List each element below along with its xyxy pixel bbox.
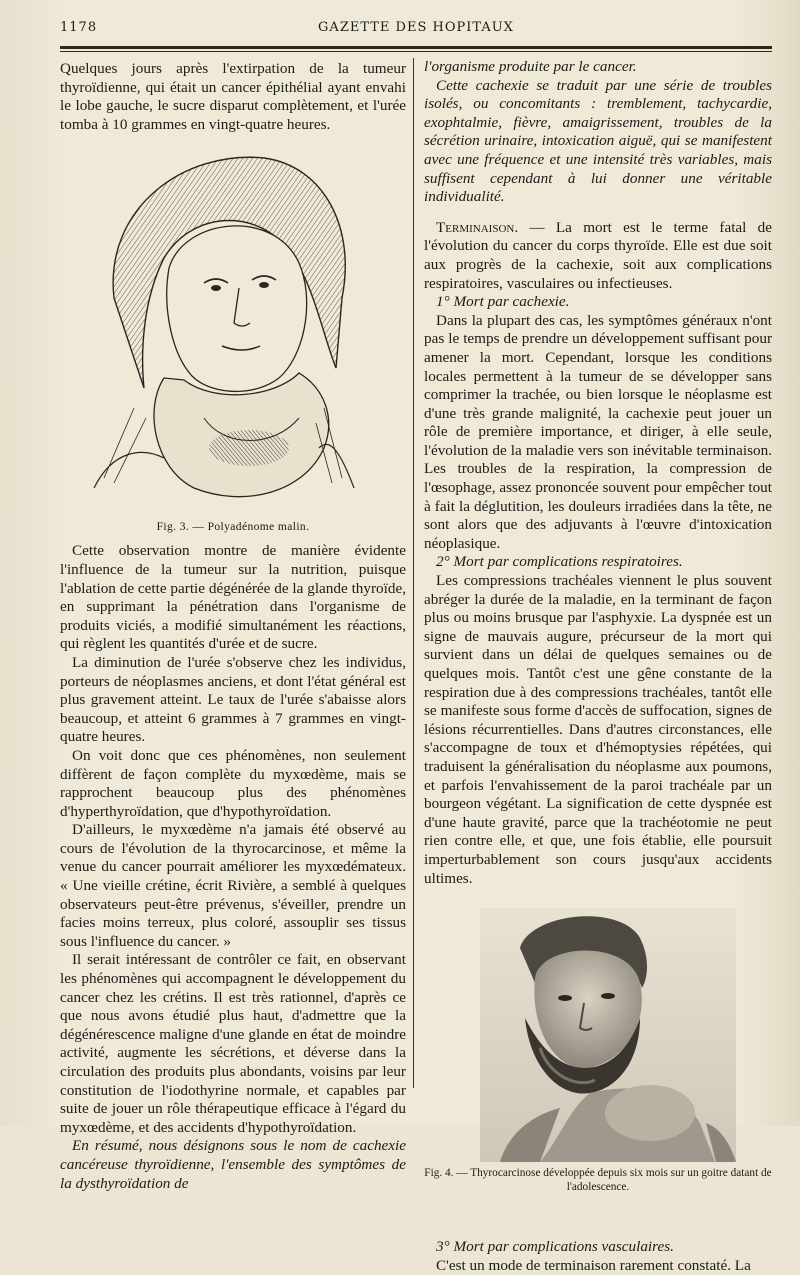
left-paragraph-7: En résumé, nous désignons sous le nom de cachexie cancéreuse thyroïdienne, l'ensemble des symptômes de la dysthyroïdation de [60, 1137, 406, 1192]
terminaison-paragraph [424, 219, 772, 293]
section-heading-2: 2° Mort par complications respiratoires. [436, 553, 683, 571]
terminaison-heading: Terminaison. [436, 218, 519, 236]
section-heading-3: 3° Mort par complications vasculaires. [436, 1238, 674, 1256]
column-divider [413, 58, 414, 1088]
figure-3 [60, 134, 406, 542]
right-paragraph-2: Cette cachexie se traduit par une série de troubles isolés, ou concomitants : tremblement, tachycardie, exophtalmie, fièvre, amaigrissement, troubles de la sécrétion urinaire, intoxication aiguë, qui se manifestent avec une fréquence et une intensité très variables, mais suffisent cependant à lui donner une véritable individualité. [424, 76, 772, 206]
left-paragraph-4: On voit donc que ces phénomènes, non seulement diffèrent de façon complète du myxœdème, mais se rapprochent beaucoup plus des phénomènes d'hyperthyroïdation, que d'hypothyroïdation. [60, 746, 406, 820]
figure-4-caption: Fig. 4. — Thyrocarcinose développée depuis six mois sur un goitre datant de l'adolescence. [424, 1167, 772, 1194]
figure-4 [424, 902, 772, 1248]
figure-3-caption: Fig. 3. — Polyadénome malin. [156, 520, 310, 533]
right-paragraph-6: C'est un mode de terminaison rarement constaté. La [436, 1256, 751, 1274]
journal-title: GAZETTE DES HOPITAUX [318, 20, 514, 35]
left-paragraph-5: D'ailleurs, le myxœdème n'a jamais été observé au cours de l'évolution de la thyrocarcinose, et même la venue du cancer pourrait améliorer les myxœdémateux. « Une vieille crétine, écrit Rivière, a semblé à quelques observateurs peut-être prévenus, s'éveiller, prendre un facies moins terreux, plus coloré, assouplir ses tissus sous l'influence du cancer. » [60, 821, 406, 950]
figure-3-engraving [74, 148, 374, 508]
left-paragraph-6: Il serait intéressant de contrôler ce fait, en observant les phénomènes qui accompagnent le développement du cancer chez les crétins. Il est très rationnel, d'après ce que nous avons étudié plus haut, d'admettre que la dégénérescence maligne d'une glande en état de moindre activité, augmente les sécrétions, et déverse dans la circulation des produits plus abondants, voisins par leur constitution de l'iodothyrine normale, et capables par suite de jouer un rôle thérapeutique efficace à l'égard du myxœdème, et des accidents d'hypothyroïdation. [60, 951, 406, 1136]
left-paragraph-1: Quelques jours après l'extirpation de la tumeur thyroïdienne, qui était un cancer épithélial ayant envahi le lobe gauche, le sucre disparut complètement, et l'urée tomba à 10 grammes en vingt-quatre heures. [60, 60, 406, 133]
right-column [424, 58, 772, 1275]
terminaison-text: — La mort est le terme fatal de l'évolution du cancer du corps thyroïde. Elle est due soit aux progrès de la cachexie, soit aux complications respiratoires, vasculaires ou infectieuses. [424, 218, 772, 292]
section-heading-1: 1° Mort par cachexie. [436, 293, 570, 311]
header-rule-thin [60, 51, 772, 52]
figure-4-photograph [480, 908, 736, 1162]
page-number: 1178 [60, 20, 98, 35]
left-paragraph-2: Cette observation montre de manière évidente l'influence de la tumeur sur la nutrition, puisque l'ablation de cette partie dégénérée de la glande thyroïde, en supprimant la pénétration dans l'organisme de produits viciés, a modifié simultanément les réactions, qui règlent les quantités d'urée et de sucre. [60, 542, 406, 653]
right-paragraph-5: Les compressions trachéales viennent le plus souvent abréger la durée de la maladie, en la terminant de façon plus ou moins brusque par l'asphyxie. La dyspnée est un signe de mauvais augure, précurseur de la mort qui survient dans un délai de quelques semaines ou de quelques mois. Tantôt c'est une gêne constante de la respiration due à des compressions trachéales, tantôt elle se manifeste sous forme d'accès de suffocation, signes de lésions récurrentielles. Dans d'autres circonstances, elle s'accompagne de toux et d'hémoptysies répétées, qui traduisent la généralisation du néoplasme aux poumons, et parfois l'envahissement de la paroi trachéale par un bourgeon végétant. La signification de cette dyspnée est d'une haute gravité, parce que la trachéotomie ne peut rien contre elle, et que, une fois établie, elle poursuit imperturbablement son cours jusqu'aux accidents ultimes. [424, 572, 772, 887]
header-rule-thick [60, 46, 772, 49]
page-header [60, 20, 772, 40]
right-paragraph-1: l'organisme produite par le cancer. [424, 58, 637, 75]
right-paragraph-4: Dans la plupart des cas, les symptômes généraux n'ont pas le temps de prendre un développement suffisant pour amener la mort. Cependant, lorsque les conditions locales permettent à la tumeur de se développer sans comprimer la trachée, ou bien lorsque le néoplasme est d'une très grande malignité, la cachexie peut jouer un rôle de première importance, et diriger, à elle seule, l'évolution de la maladie vers son inévitable terminaison. Les troubles de la respiration, la compression de l'œsophage, assez prononcée souvent pour empêcher tout à fait la déglutition, les douleurs irradiées dans la tête, ne sont alors que des adjuvants à l'œuvre d'intoxication néoplasique. [424, 311, 772, 552]
left-column [60, 60, 406, 1193]
left-paragraph-3: La diminution de l'urée s'observe chez les individus, porteurs de néoplasmes anciens, et dont l'état général est plus gravement atteint. Le taux de l'urée s'abaisse alors beaucoup, et atteint 6 grammes à 7 grammes en vingt-quatre heures. [60, 653, 406, 746]
